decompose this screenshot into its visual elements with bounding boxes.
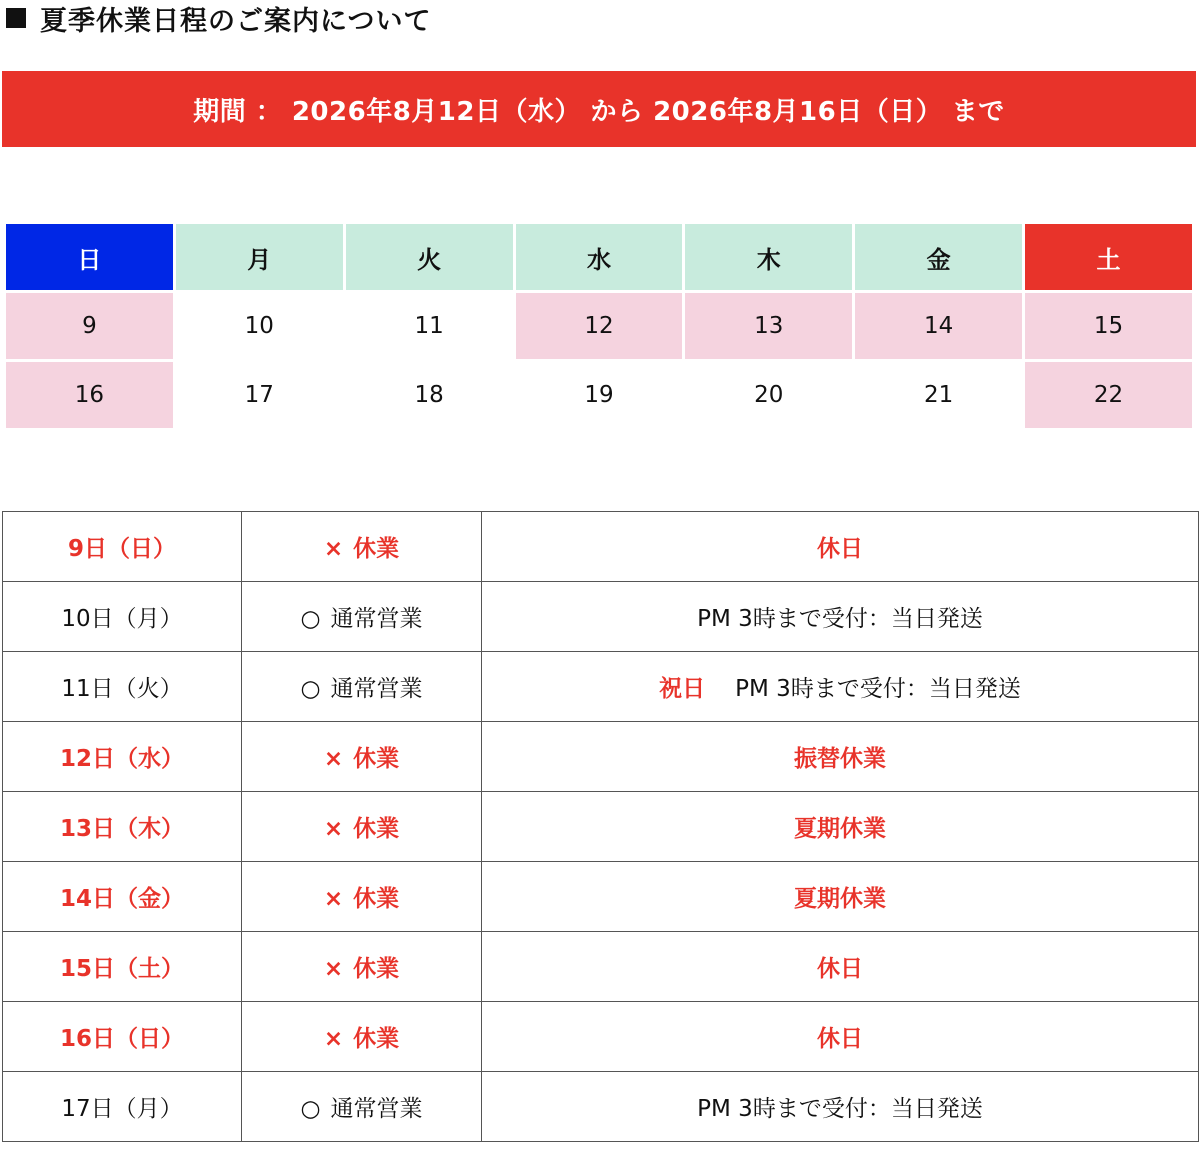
weekday-header-mon: 月 (176, 224, 343, 290)
closed-cross-icon: × (323, 956, 344, 982)
holiday-tag: 祝日 (659, 676, 706, 702)
schedule-date: 10日（月） (3, 582, 242, 652)
calendar-day-closed: 12 (516, 293, 683, 359)
calendar-day: 17 (176, 362, 343, 428)
calendar-day-closed: 16 (6, 362, 173, 428)
schedule-date: 17日（月） (3, 1072, 242, 1142)
calendar-weekday-row (6, 224, 1192, 290)
schedule-note-text: 休日 (817, 536, 863, 562)
open-circle-icon: ○ (300, 1096, 321, 1122)
schedule-status-label: 休業 (353, 1026, 400, 1052)
square-bullet-icon (6, 8, 26, 28)
schedule-note (482, 932, 1199, 1002)
schedule-note (482, 862, 1199, 932)
closed-cross-icon: × (323, 886, 344, 912)
schedule-row (3, 932, 1199, 1002)
period-banner (2, 71, 1196, 147)
calendar-day-closed: 15 (1025, 293, 1192, 359)
calendar-day: 18 (346, 362, 513, 428)
period-text: 期間 ： 2026年8月12日（水） から 2026年8月16日（日） まで (193, 96, 1005, 127)
weekday-header-tue: 火 (346, 224, 513, 290)
schedule-status (242, 512, 482, 582)
schedule-date: 13日（木） (3, 792, 242, 862)
calendar-week-row (6, 293, 1192, 359)
schedule-row (3, 652, 1199, 722)
closed-cross-icon: × (323, 816, 344, 842)
schedule-note (482, 512, 1199, 582)
schedule-row (3, 512, 1199, 582)
weekday-header-wed: 水 (516, 224, 683, 290)
weekday-header-fri: 金 (855, 224, 1022, 290)
schedule-date: 12日（水） (3, 722, 242, 792)
schedule-note (482, 1002, 1199, 1072)
calendar-day-closed: 14 (855, 293, 1022, 359)
page-title: 夏季休業日程のご案内について (40, 5, 432, 37)
schedule-date: 9日（日） (3, 512, 242, 582)
schedule-status-label: 休業 (353, 536, 400, 562)
holiday-calendar (3, 221, 1195, 431)
schedule-note (482, 652, 1199, 722)
calendar-day: 10 (176, 293, 343, 359)
weekday-header-sun: 日 (6, 224, 173, 290)
schedule-status-label: 休業 (353, 816, 400, 842)
schedule-status (242, 792, 482, 862)
schedule-row (3, 862, 1199, 932)
schedule-note (482, 582, 1199, 652)
schedule-note-text: 振替休業 (794, 746, 886, 772)
schedule-note-text: 休日 (817, 956, 863, 982)
calendar-day: 11 (346, 293, 513, 359)
schedule-date: 16日（日） (3, 1002, 242, 1072)
schedule-note-text: PM 3時まで受付：当日発送 (697, 1096, 983, 1122)
calendar-week-row (6, 362, 1192, 428)
weekday-header-sat: 土 (1025, 224, 1192, 290)
schedule-status (242, 1002, 482, 1072)
schedule-status-label: 休業 (353, 746, 400, 772)
schedule-note (482, 722, 1199, 792)
schedule-status (242, 862, 482, 932)
weekday-header-thu: 木 (685, 224, 852, 290)
schedule-status-label: 通常営業 (330, 676, 423, 702)
schedule-status-label: 通常営業 (330, 606, 423, 632)
schedule-status-label: 休業 (353, 886, 400, 912)
closed-cross-icon: × (323, 746, 344, 772)
schedule-status-label: 通常営業 (330, 1096, 423, 1122)
schedule-table (2, 511, 1199, 1142)
calendar-day-closed: 9 (6, 293, 173, 359)
schedule-note-text: PM 3時まで受付：当日発送 (735, 676, 1021, 702)
schedule-status (242, 722, 482, 792)
schedule-date: 11日（火） (3, 652, 242, 722)
schedule-status (242, 932, 482, 1002)
schedule-date: 14日（金） (3, 862, 242, 932)
open-circle-icon: ○ (300, 606, 321, 632)
schedule-row (3, 1002, 1199, 1072)
calendar-day: 20 (685, 362, 852, 428)
schedule-row (3, 722, 1199, 792)
page-heading (6, 0, 431, 36)
closed-cross-icon: × (323, 536, 344, 562)
calendar-day-closed: 22 (1025, 362, 1192, 428)
schedule-status-label: 休業 (353, 956, 400, 982)
schedule-status (242, 1072, 482, 1142)
schedule-note-text: 夏期休業 (794, 816, 886, 842)
calendar-day: 21 (855, 362, 1022, 428)
schedule-row (3, 582, 1199, 652)
schedule-note (482, 1072, 1199, 1142)
schedule-status (242, 582, 482, 652)
calendar-day: 19 (516, 362, 683, 428)
schedule-status (242, 652, 482, 722)
schedule-note-text: PM 3時まで受付：当日発送 (697, 606, 983, 632)
schedule-note-text: 夏期休業 (794, 886, 886, 912)
schedule-note (482, 792, 1199, 862)
calendar-day-closed: 13 (685, 293, 852, 359)
schedule-row (3, 792, 1199, 862)
closed-cross-icon: × (323, 1026, 344, 1052)
schedule-note-text: 休日 (817, 1026, 863, 1052)
open-circle-icon: ○ (300, 676, 321, 702)
schedule-date: 15日（土） (3, 932, 242, 1002)
schedule-row (3, 1072, 1199, 1142)
